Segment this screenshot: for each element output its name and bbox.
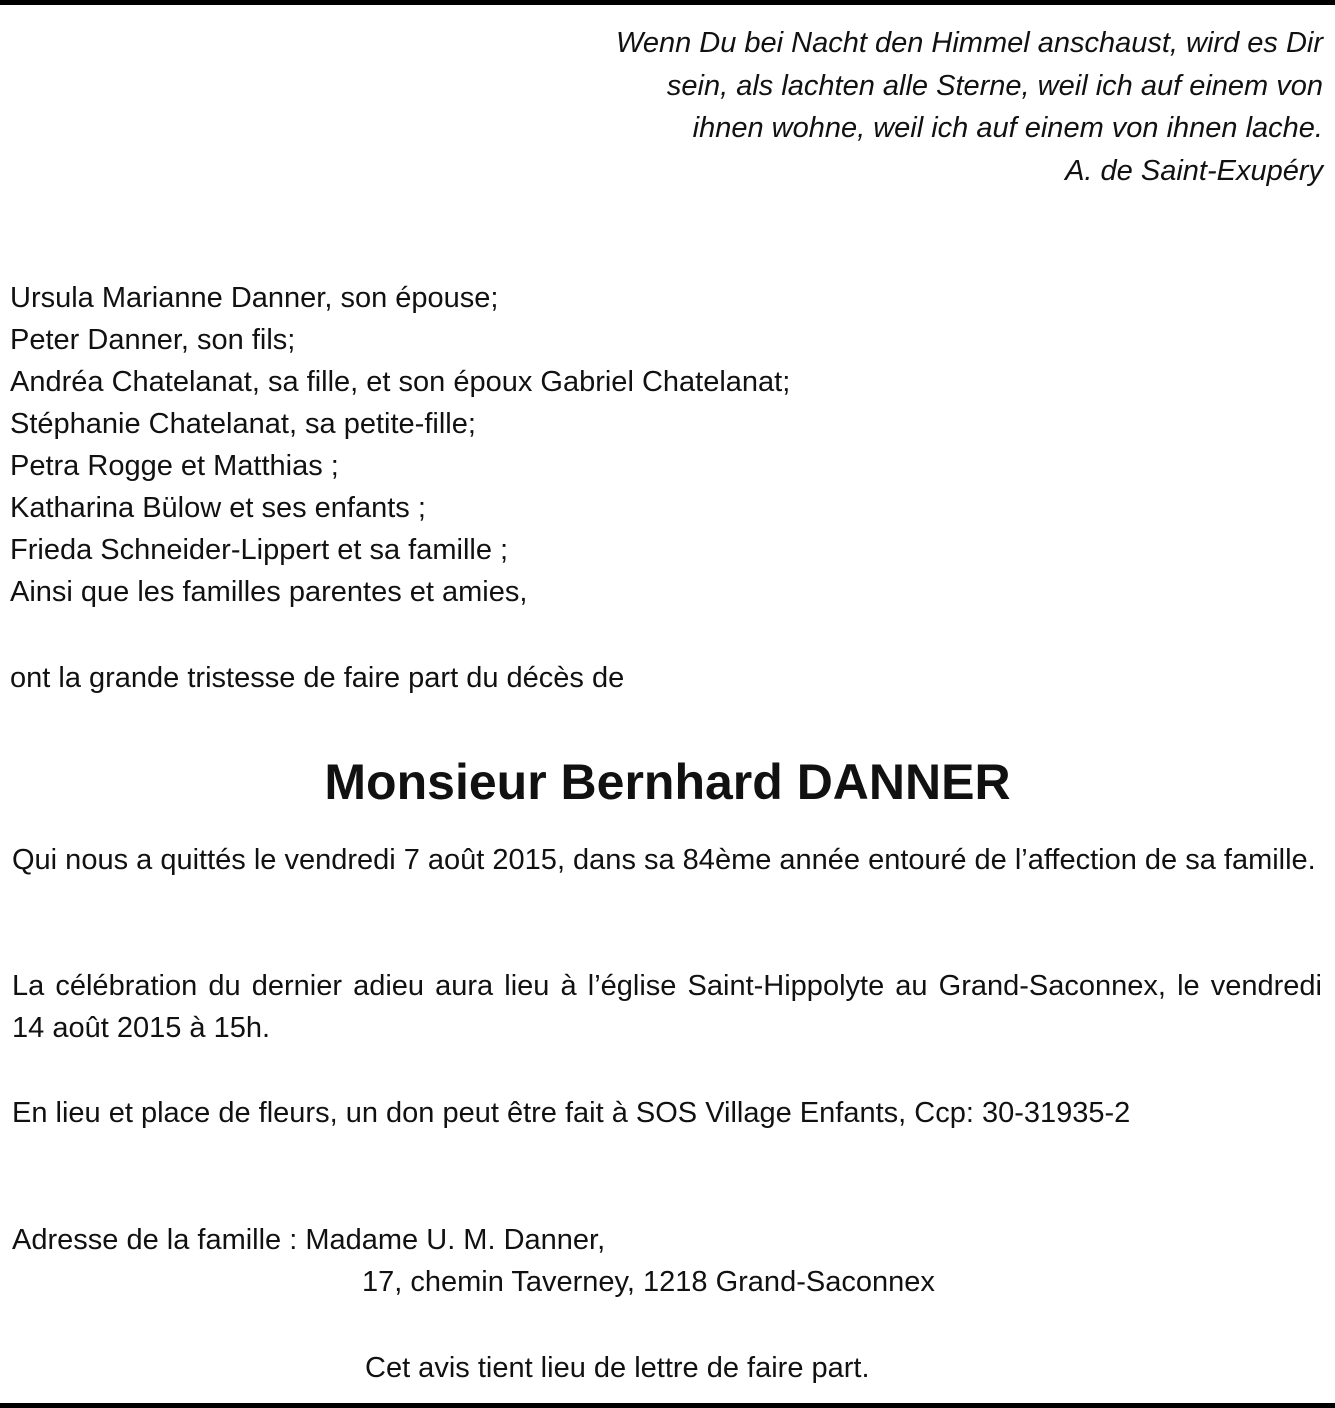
address-line-2: 17, chemin Taverney, 1218 Grand-Saconnex — [362, 1266, 935, 1298]
paragraph-ceremony: La célébration du dernier adieu aura lieu à l’église Saint-Hippolyte au Grand-Saconnex, le vendredi 14 août 2015 à 15h. — [12, 970, 1322, 1044]
family-member: Stéphanie Chatelanat, sa petite-fille; — [10, 408, 476, 440]
quote-line: ihnen wohne, weil ich auf einem von ihnen lache. — [692, 112, 1323, 144]
family-address — [12, 1219, 935, 1303]
quote-line: sein, als lachten alle Sterne, weil ich auf einem von — [666, 69, 1323, 102]
family-member: Andréa Chatelanat, sa fille, et son époux Gabriel Chatelanat; — [10, 366, 791, 398]
family-member: Ainsi que les familles parentes et amies, — [10, 576, 528, 608]
family-member: Peter Danner, son fils; — [10, 324, 296, 356]
paragraph-donation: En lieu et place de fleurs, un don peut être fait à SOS Village Enfants, Ccp: 30-31935-2 — [12, 1097, 1131, 1129]
footer-note: Cet avis tient lieu de lettre de faire part. — [365, 1352, 870, 1384]
family-member: Ursula Marianne Danner, son épouse; — [10, 282, 499, 314]
paragraph-passing: Qui nous a quittés le vendredi 7 août 2015, dans sa 84ème année entouré de l’affection de sa famille. — [12, 844, 1316, 876]
family-member: Petra Rogge et Matthias ; — [10, 450, 339, 482]
quote-line: Wenn Du bei Nacht den Himmel anschaust, wird es Dir — [615, 27, 1323, 59]
address-label: Adresse de la famille : — [12, 1224, 306, 1256]
address-line-1: Madame U. M. Danner, — [305, 1224, 606, 1256]
quote-author: A. de Saint-Exupéry — [1065, 154, 1323, 187]
epigraph-quote — [423, 22, 1323, 192]
deceased-name: Monsieur Bernhard DANNER — [324, 754, 1011, 810]
bottom-border — [0, 1403, 1335, 1408]
family-list — [10, 277, 790, 613]
family-member: Katharina Bülow et ses enfants ; — [10, 492, 426, 524]
announcement-intro: ont la grande tristesse de faire part du décès de — [10, 662, 625, 694]
family-member: Frieda Schneider-Lippert et sa famille ; — [10, 534, 509, 566]
top-border — [0, 0, 1335, 5]
